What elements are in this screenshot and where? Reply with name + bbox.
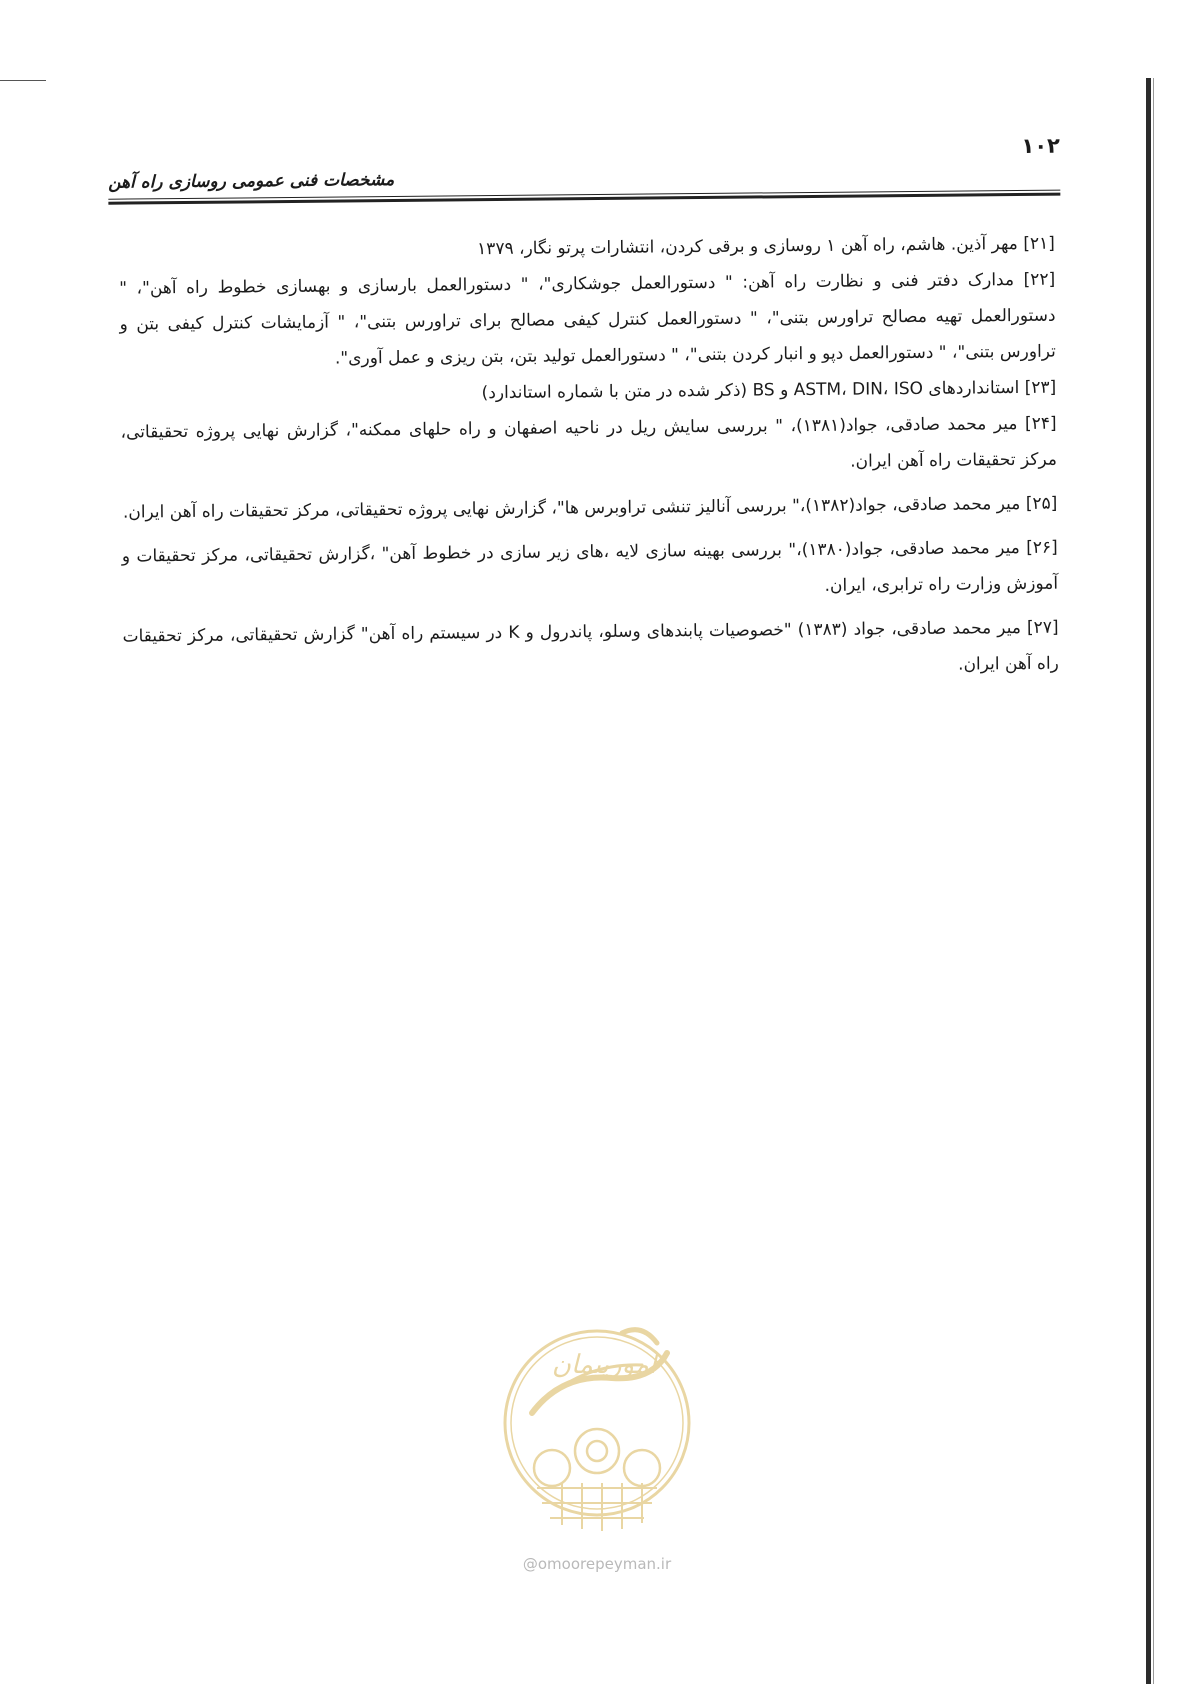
reference-text: مدارک دفتر فنی و نظارت راه آهن: " دستورالعمل جوشکاری"، " دستورالعمل بارسازی و بهسازی خطوط راه آهن"، " دستورالعمل تهیه مصالح تراورس بتنی"، " دستورالعمل کنترل کیفی مصالح برای تراورس بتنی"، " آزمایشات کنترل کیفی بتن و تراورس بتنی"، " دستورالعمل دپو و انبار کردن بتنی"، " دستورالعمل تولید بتن، بتن ریزی و عمل آوری". [119,270,1056,369]
reference-text: مهر آذین. هاشم، راه آهن ۱ روسازی و برقی کردن، انتشارات پرتو نگار، ۱۳۷۹ [477,233,1018,260]
reference-item [120,406,1057,487]
reference-item [121,486,1057,531]
reference-number: [۲۴] [1024,413,1057,434]
reference-text: میر محمد صادقی، جواد(۱۳۸۲)،" بررسی آنالیز تنشی تراوبرس ها"، گزارش نهایی پروژه تحقیقاتی، مرکز تحقیقات راه آهن ایران. [122,493,1021,523]
page-header [108,134,1061,215]
reference-number: [۲۱] [1023,233,1055,254]
reference-text: میر محمد صادقی، جواد (۱۳۸۳) "خصوصیات پابندهای وسلو، پاندرول و K در سیستم راه آهن" گزارش تحقیقاتی، مرکز تحقیقات راه آهن ایران. [122,617,1059,675]
page-number: ۱۰۲ [1021,133,1060,158]
watermark-logo-icon [492,1293,702,1553]
reference-number: [۲۲] [1023,269,1056,290]
reference-text: میر محمد صادقی، جواد(۱۳۸۰)،" بررسی بهینه سازی لایه ،های زیر سازی در خطوط آهن" ،گزارش تحقیقاتی، مرکز تحقیقات و آموزش وزارت راه ترابری، ایران. [121,537,1059,596]
reference-number: [۲۵] [1025,493,1058,514]
reference-text: استانداردهای ASTM، DIN، ISO و BS (ذکر شده در متن با شماره استاندارد) [481,377,1020,404]
reference-item [122,610,1059,691]
reference-number: [۲۶] [1026,537,1058,558]
watermark [492,1293,702,1583]
watermark-site: @omoorepeyman.ir [522,1555,672,1573]
reference-text: میر محمد صادقی، جواد(۱۳۸۱)، " بررسی سایش ریل در ناحیه اصفهان و راه حلهای ممکنه"، گزارش نهایی پروژه تحقیقاتی، مرکز تحقیقات راه آهن ایران. [120,414,1057,472]
reference-list [119,226,1059,691]
watermark-logo-text: امورپیمان [551,1350,657,1380]
reference-item [119,262,1056,379]
reference-number: [۲۷] [1026,617,1059,638]
book-title: مشخصات فنی عمومی روسازی راه آهن [108,169,395,193]
reference-number: [۲۳] [1024,377,1057,398]
reference-item [122,530,1059,611]
